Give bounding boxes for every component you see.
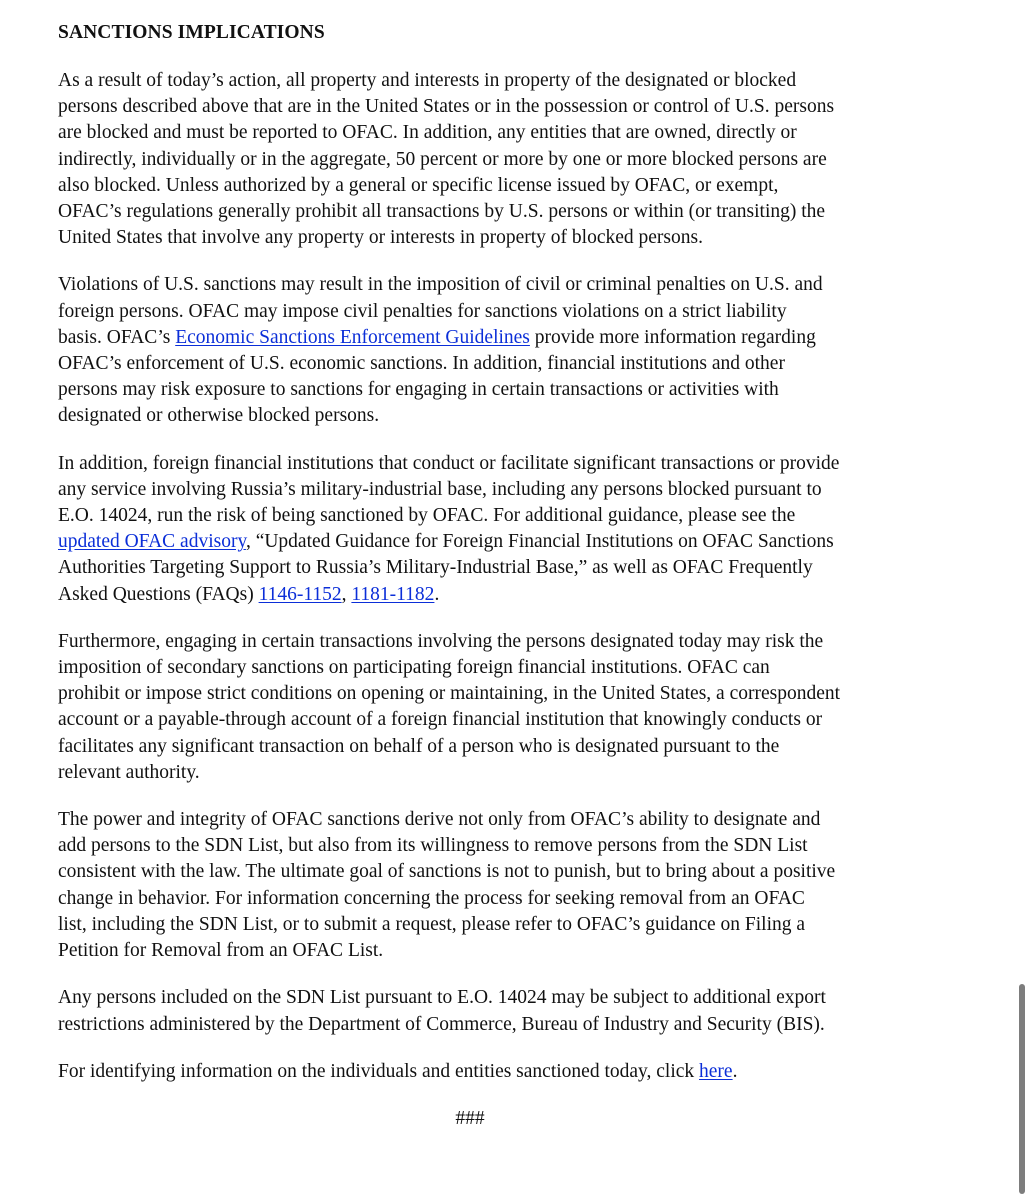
paragraph-violations bbox=[58, 272, 908, 429]
text-line: indirectly, individually or in the aggregate, 50 percent or more by one or more blocked persons are bbox=[58, 148, 827, 170]
text-line: foreign persons. OFAC may impose civil penalties for sanctions violations on a strict liability bbox=[58, 300, 787, 322]
text-line: The power and integrity of OFAC sanctions derive not only from OFAC’s ability to designate and bbox=[58, 809, 821, 831]
text-line-with-link bbox=[58, 529, 908, 555]
text-line: prohibit or impose strict conditions on opening or maintaining, in the United States, a correspondent bbox=[58, 683, 841, 705]
paragraph-foreign-financial-institutions bbox=[58, 451, 908, 608]
text-line: Petition for Removal from an OFAC List. bbox=[58, 940, 384, 962]
text-line: facilitates any significant transaction on behalf of a person who is designated pursuant to the bbox=[58, 735, 780, 757]
text-segment: basis. OFAC’s bbox=[58, 326, 176, 348]
text-segment: For identifying information on the individuals and entities sanctioned today, click bbox=[58, 1060, 700, 1082]
text-line: persons described above that are in the United States or in the possession or control of U.S. persons bbox=[58, 96, 835, 118]
text-line: As a result of today’s action, all property and interests in property of the designated or blocked bbox=[58, 70, 797, 91]
text-segment: . bbox=[732, 1060, 738, 1082]
text-line: United States that involve any property or interests in property of blocked persons. bbox=[58, 227, 703, 249]
faq-1181-1182-link[interactable]: 1181-1182 bbox=[351, 583, 435, 605]
text-line: E.O. 14024, run the risk of being sanctioned by OFAC. For additional guidance, please see the bbox=[58, 505, 796, 527]
section-heading: SANCTIONS IMPLICATIONS bbox=[58, 22, 325, 43]
paragraph-secondary-sanctions bbox=[58, 629, 908, 786]
vertical-scrollbar[interactable] bbox=[1019, 984, 1025, 1194]
text-line: designated or otherwise blocked persons. bbox=[58, 405, 380, 427]
text-line-with-link bbox=[58, 1059, 908, 1085]
text-line: Furthermore, engaging in certain transactions involving the persons designated today may risk the bbox=[58, 630, 824, 652]
text-segment: Asked Questions (FAQs) bbox=[58, 583, 259, 605]
text-line: list, including the SDN List, or to submit a request, please refer to OFAC’s guidance on Filing a bbox=[58, 913, 806, 935]
text-line: In addition, foreign financial institutions that conduct or facilitate significant transactions or provide bbox=[58, 452, 840, 474]
text-line: change in behavior. For information concerning the process for seeking removal from an OFAC bbox=[58, 887, 805, 909]
text-line: are blocked and must be reported to OFAC. In addition, any entities that are owned, directly or bbox=[58, 122, 797, 144]
text-line: OFAC’s enforcement of U.S. economic sanctions. In addition, financial institutions and other bbox=[58, 353, 785, 375]
text-line: Authorities Targeting Support to Russia’s Military-Industrial Base,” as well as OFAC Frequently bbox=[58, 557, 813, 579]
paragraph-export-restrictions bbox=[58, 985, 908, 1037]
text-line: restrictions administered by the Department of Commerce, Bureau of Industry and Security (BIS). bbox=[58, 1013, 825, 1035]
text-line: imposition of secondary sanctions on participating foreign financial institutions. OFAC can bbox=[58, 657, 770, 679]
text-segment: . bbox=[434, 583, 440, 605]
text-line: add persons to the SDN List, but also from its willingness to remove persons from the SDN List bbox=[58, 835, 808, 857]
end-mark: ### bbox=[455, 1107, 485, 1129]
paragraph-identifying-information bbox=[58, 1059, 908, 1085]
text-line: also blocked. Unless authorized by a general or specific license issued by OFAC, or exempt, bbox=[58, 174, 779, 196]
paragraph-sanctions-blocking bbox=[58, 68, 908, 251]
text-line: consistent with the law. The ultimate goal of sanctions is not to punish, but to bring about a positive bbox=[58, 861, 836, 883]
text-line-with-links bbox=[58, 582, 908, 608]
text-line: any service involving Russia’s military-industrial base, including any persons blocked pursuant to bbox=[58, 478, 822, 500]
text-line: Any persons included on the SDN List pursuant to E.O. 14024 may be subject to additional export bbox=[58, 987, 826, 1009]
enforcement-guidelines-link[interactable]: Economic Sanctions Enforcement Guidelines bbox=[175, 326, 530, 348]
text-line: account or a payable-through account of a foreign financial institution that knowingly conducts or bbox=[58, 709, 823, 731]
text-line: persons may risk exposure to sanctions for engaging in certain transactions or activities with bbox=[58, 379, 779, 401]
here-link[interactable]: here bbox=[699, 1060, 733, 1082]
text-line-with-link bbox=[58, 325, 908, 351]
text-segment: , bbox=[341, 583, 352, 605]
document-page bbox=[58, 20, 908, 1132]
text-line: Violations of U.S. sanctions may result in the imposition of civil or criminal penalties on U.S. and bbox=[58, 274, 823, 296]
text-line: OFAC’s regulations generally prohibit all transactions by U.S. persons or within (or transiting) the bbox=[58, 201, 826, 223]
text-segment: , “Updated Guidance for Foreign Financial Institutions on OFAC Sanctions bbox=[245, 531, 834, 553]
paragraph-power-and-integrity bbox=[58, 807, 908, 964]
updated-ofac-advisory-link[interactable]: updated OFAC advisory bbox=[58, 531, 246, 553]
faq-1146-1152-link[interactable]: 1146-1152 bbox=[258, 583, 342, 605]
text-segment: provide more information regarding bbox=[529, 326, 816, 348]
text-line: relevant authority. bbox=[58, 761, 200, 783]
